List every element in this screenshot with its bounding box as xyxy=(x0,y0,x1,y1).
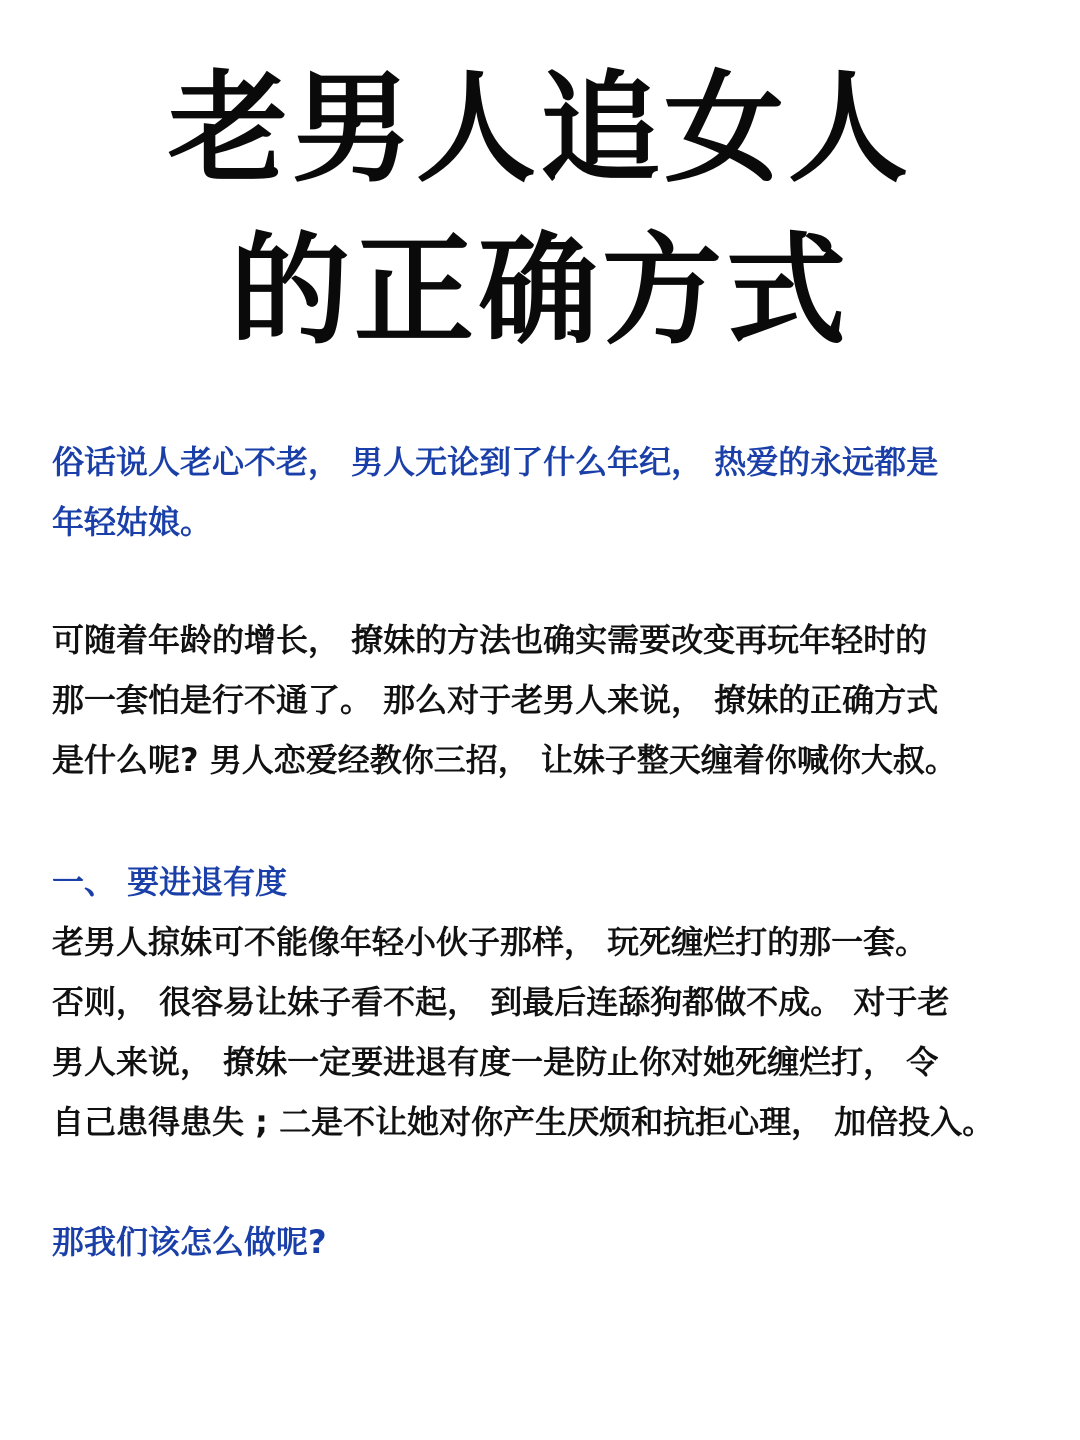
intro-paragraph xyxy=(52,432,1042,552)
page-title-line-2: 的正确方式 xyxy=(230,222,850,361)
paragraph-line: 可随着年龄的增长， 撩妹的方法也确实需要改变再玩年轻时的 xyxy=(52,621,928,659)
section-heading xyxy=(52,852,1042,912)
intro-line: 年轻姑娘。 xyxy=(52,503,213,541)
closing-question xyxy=(52,1212,1042,1272)
intro-line: 俗话说人老心不老， 男人无论到了什么年纪， 热爱的永远都是 xyxy=(52,443,939,481)
paragraph-line: 否则， 很容易让妹子看不起， 到最后连舔狗都做不成。 对于老 xyxy=(52,983,950,1021)
page-title-line-1: 老男人追女人 xyxy=(168,60,912,199)
paragraph-line: 是什么呢? 男人恋爱经教你三招， 让妹子整天缠着你喊你大叔。 xyxy=(52,741,957,779)
paragraph-line: 那一套怕是行不通了。 那么对于老男人来说， 撩妹的正确方式 xyxy=(52,681,939,719)
paragraph-line: 自己患得患失 ; 二是不让她对你产生厌烦和抗拒心理， 加倍投入。 xyxy=(52,1103,995,1141)
section-heading-text: 一、 要进退有度 xyxy=(52,863,288,901)
question-text: 那我们该怎么做呢? xyxy=(52,1223,327,1261)
body-paragraph xyxy=(52,610,1042,790)
paragraph-line: 男人来说， 撩妹一定要进退有度一是防止你对她死缠烂打， 令 xyxy=(52,1043,939,1081)
section-paragraph xyxy=(52,912,1042,1152)
paragraph-line: 老男人掠妹可不能像年轻小伙子那样， 玩死缠烂打的那一套。 xyxy=(52,923,928,961)
